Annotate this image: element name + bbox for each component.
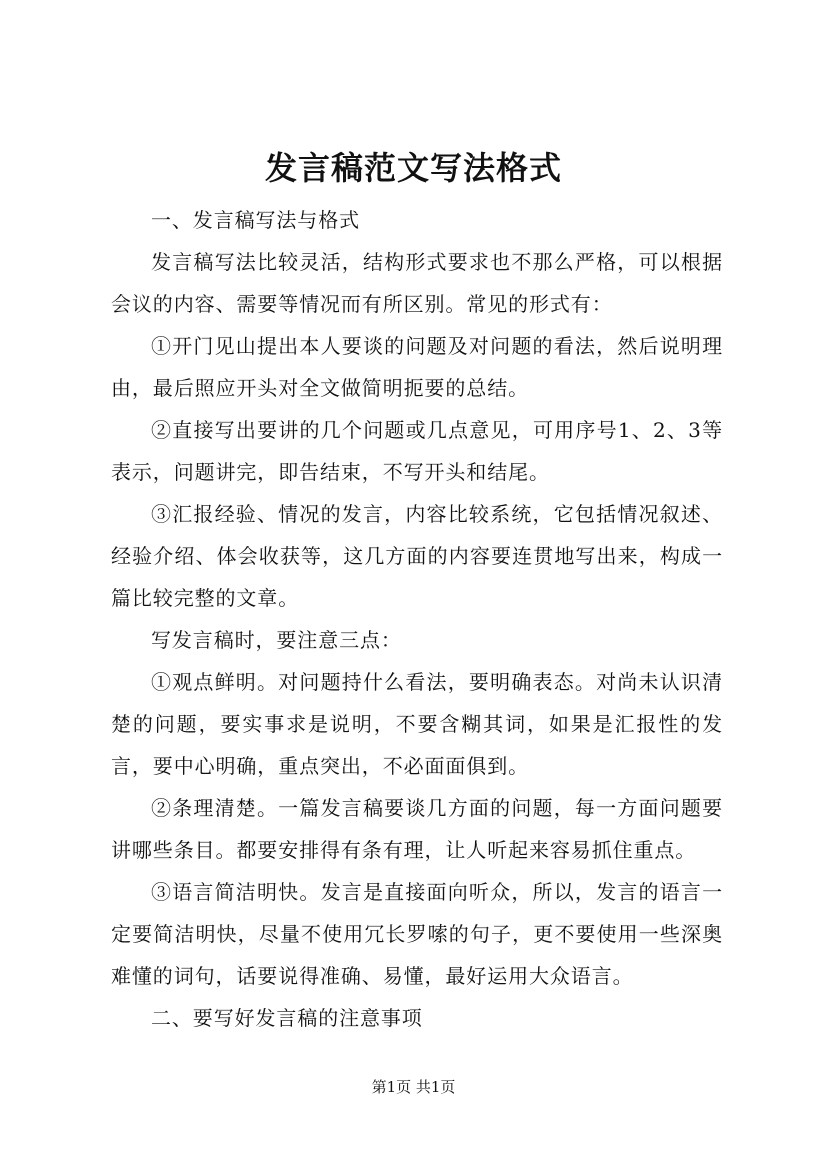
page-footer: 第1页 共1页	[371, 1078, 456, 1096]
paragraph-form-2: ②直接写出要讲的几个问题或几点意见，可用序号1、2、3等表示，问题讲完，即告结束，不写开头和结尾。	[111, 418, 723, 484]
document-title: 发言稿范文写法格式	[264, 149, 562, 187]
paragraph-intro: 发言稿写法比较灵活，结构形式要求也不那么严格，可以根据会议的内容、需要等情况而有所区别。常见的形式有：	[111, 250, 723, 316]
document-body	[111, 199, 723, 1039]
paragraph-form-3: ③汇报经验、情况的发言，内容比较系统，它包括情况叙述、经验介绍、体会收获等，这几方面的内容要连贯地写出来，构成一篇比较完整的文章。	[111, 502, 723, 610]
paragraph-form-1: ①开门见山提出本人要谈的问题及对问题的看法，然后说明理由，最后照应开头对全文做简明扼要的总结。	[111, 334, 723, 400]
section-heading-1: 一、发言稿写法与格式	[151, 208, 360, 232]
paragraph-point-1: ①观点鲜明。对问题持什么看法，要明确表态。对尚未认识清楚的问题，要实事求是说明，不要含糊其词，如果是汇报性的发言，要中心明确，重点突出，不必面面俱到。	[111, 670, 723, 778]
paragraph-point-3: ③语言简洁明快。发言是直接面向听众，所以，发言的语言一定要简洁明快，尽量不使用冗长罗嗦的句子，更不要使用一些深奥难懂的词句，话要说得准确、易懂，最好运用大众语言。	[111, 880, 723, 988]
section-heading-2: 二、要写好发言稿的注意事项	[151, 1006, 423, 1030]
paragraph-three-points: 写发言稿时，要注意三点：	[151, 628, 402, 652]
paragraph-point-2: ②条理清楚。一篇发言稿要谈几方面的问题，每一方面问题要讲哪些条目。都要安排得有条有理，让人听起来容易抓住重点。	[111, 796, 723, 862]
